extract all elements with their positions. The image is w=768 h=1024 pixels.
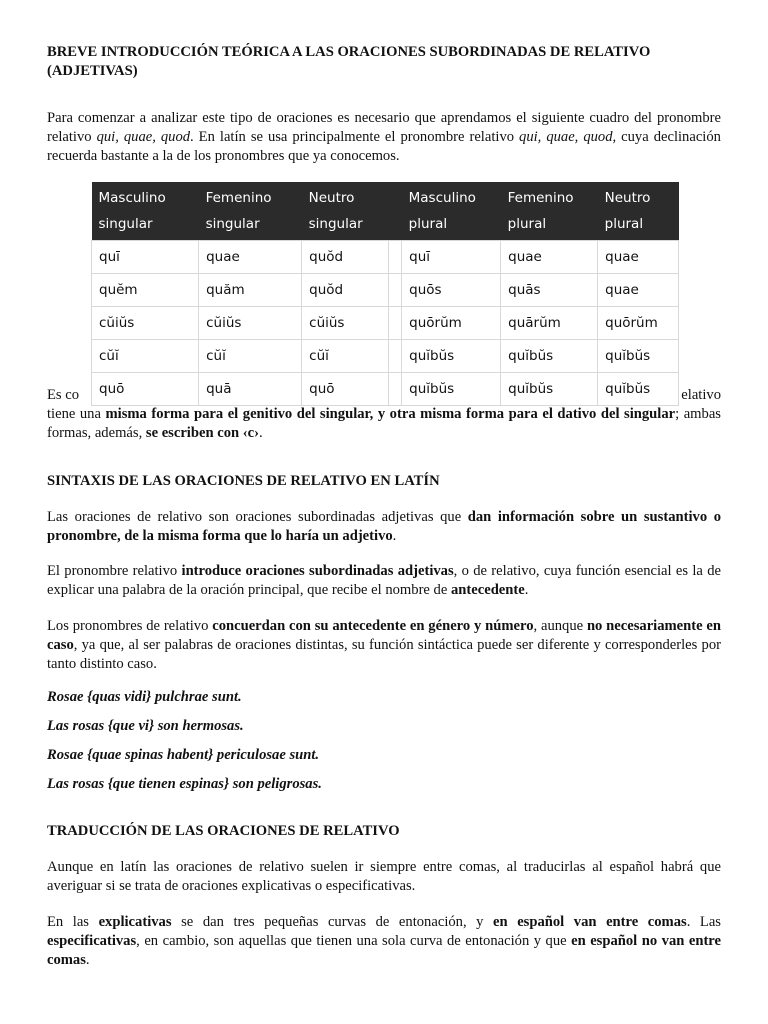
table-gap-cell <box>389 340 402 373</box>
table-cell: quĕm <box>92 274 199 307</box>
table-cell: quae <box>199 241 302 274</box>
example-latin-2: Rosae {quae spinas habent} periculosae sunt. <box>47 747 320 763</box>
table-cell: quĭbŭs <box>501 373 598 406</box>
table-cell: quae <box>598 274 679 307</box>
section-heading-translation: TRADUCCIÓN DE LAS ORACIONES DE RELATIVO <box>47 823 400 839</box>
example-spanish-1: Las rosas {que vi} son hermosas. <box>47 718 244 734</box>
table-header-cell: Masculino plural <box>402 182 501 241</box>
table-cell: quā <box>199 373 302 406</box>
table-cell: quō <box>92 373 199 406</box>
table-gap-cell <box>389 373 402 406</box>
table-cell: cŭĭ <box>199 340 302 373</box>
note-paragraph: tiene una misma forma para el genitivo del singular, y otra misma forma para el dativo del singular; ambas formas, además, se escriben con ‹c›. <box>47 406 721 441</box>
table-cell: quae <box>598 241 679 274</box>
section-heading-syntax: SINTAXIS DE LAS ORACIONES DE RELATIVO EN LATÍN <box>47 473 440 489</box>
hidden-line-start: Es co <box>47 387 80 403</box>
table-row <box>92 340 679 373</box>
table-gap-cell <box>389 274 402 307</box>
table-cell: quō <box>302 373 389 406</box>
table-header-gap <box>389 182 402 241</box>
syntax-paragraph-1: Las oraciones de relativo son oraciones subordinadas adjetivas que dan información sobre un sustantivo o pronombre, de la misma forma que lo haría un adjetivo. <box>47 509 722 544</box>
table-cell: quī <box>92 241 199 274</box>
table-cell: quĭbŭs <box>402 340 501 373</box>
intro-paragraph: Para comenzar a analizar este tipo de oraciones es necesario que aprendamos el siguiente cuadro del pronombre relativo qui, quae, quod. En latín se usa principalmente el pronombre relativo qui, quae, quod, cuya declinación recuerda bastante a la de los pronombres que ya conocemos. <box>47 110 721 164</box>
syntax-paragraph-2: El pronombre relativo introduce oraciones subordinadas adjetivas, o de relativo, cuya función esencial es la de explicar una palabra de la oración principal, que recibe el nombre de antecedente. <box>47 563 721 598</box>
table-gap-cell <box>389 241 402 274</box>
table-cell: quĭbŭs <box>598 373 679 406</box>
example-latin-1: Rosae {quas vidi} pulchrae sunt. <box>47 689 242 705</box>
table-header-cell: Femenino singular <box>199 182 302 241</box>
translation-paragraph-2: En las explicativas se dan tres pequeñas curvas de entonación, y en español van entre comas. Las especificativas, en cambio, son aquellas que tienen una sola curva de entonación y que en español no van entre comas. <box>47 914 721 968</box>
document-title: BREVE INTRODUCCIÓN TEÓRICA A LAS ORACIONES SUBORDINADAS DE RELATIVO (ADJETIVAS) <box>47 44 651 79</box>
example-spanish-2: Las rosas {que tienen espinas} son peligrosas. <box>47 776 322 792</box>
table-cell: quĭbŭs <box>598 340 679 373</box>
table-cell: quōrŭm <box>598 307 679 340</box>
table-cell: quĭbŭs <box>501 340 598 373</box>
table-header-cell: Femenino plural <box>501 182 598 241</box>
table-row <box>92 307 679 340</box>
table-cell: quārŭm <box>501 307 598 340</box>
hidden-line-end: elativo <box>681 387 721 403</box>
table-cell: quŏd <box>302 274 389 307</box>
table-header-cell: Neutro singular <box>302 182 389 241</box>
table-cell: quăm <box>199 274 302 307</box>
table-header-cell: Masculino singular <box>92 182 199 241</box>
table-cell: quōs <box>402 274 501 307</box>
table-cell: cŭĭ <box>92 340 199 373</box>
syntax-paragraph-3: Los pronombres de relativo concuerdan con su antecedente en género y número, aunque no necesariamente en caso, ya que, al ser palabras de oraciones distintas, su función sintáctica puede ser diferente y corresponderles por tanto distinto caso. <box>47 618 722 672</box>
table-cell: quŏd <box>302 241 389 274</box>
table-cell: quae <box>501 241 598 274</box>
table-header-cell: Neutro plural <box>598 182 679 241</box>
table-cell: quās <box>501 274 598 307</box>
translation-paragraph-1: Aunque en latín las oraciones de relativo suelen ir siempre entre comas, al traducirlas al español habrá que averiguar si se trata de oraciones explicativas o especificativas. <box>47 859 721 894</box>
table-row <box>92 274 679 307</box>
table-header-row <box>92 182 679 241</box>
table-cell: cŭiŭs <box>199 307 302 340</box>
table-cell: cŭiŭs <box>302 307 389 340</box>
table-row <box>92 373 679 406</box>
relative-pronoun-declension-table <box>91 182 679 406</box>
table-cell: quĭbŭs <box>402 373 501 406</box>
table-row <box>92 241 679 274</box>
table-cell: cŭĭ <box>302 340 389 373</box>
table-cell: cŭiŭs <box>92 307 199 340</box>
table-gap-cell <box>389 307 402 340</box>
table-cell: quōrŭm <box>402 307 501 340</box>
table-cell: quī <box>402 241 501 274</box>
